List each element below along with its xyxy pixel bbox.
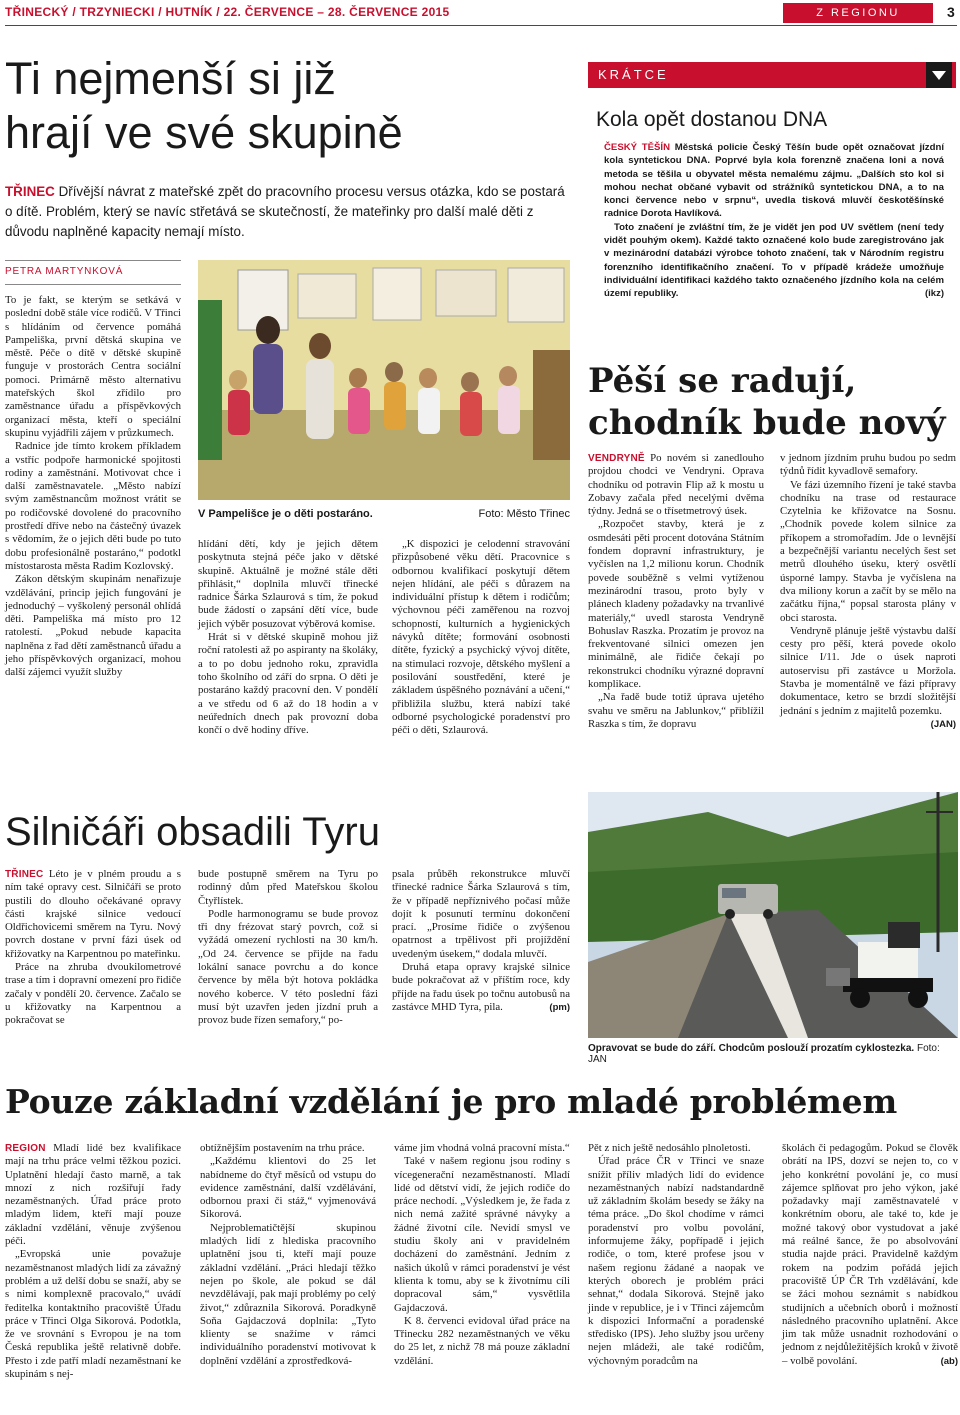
article3-col3-para: psala průběh rekonstrukce mluvčí třinecké radnice Šárka Szlaurová s tím, že v případě nepříznivého počasí může dojít k posunutí termínu dokončení prací. „Prosíme řidiče o zvýšenou opatrnost a trpělivost při projíždění uvedeným úsekem,“ dodala mluvčí. [392,868,570,960]
article3-column-3 [392,868,570,1014]
kratce-bar [588,62,956,88]
article4-col2-para: „Každému klientovi do 25 let nabídneme do čtyř měsíců od vstupu do evidence zaměstnání, další vzdělávání, odbornou praxi či stáž,“ vyjmenovává Sikorová. [200,1155,376,1221]
article3-col1-para [5,868,181,961]
article4-column-2 [200,1142,376,1368]
article1-col1-para: Zákon dětským skupinám nenařizuje vzdělávání, princip jejich fungování je jednoduchý – vyškolený personál ohlídá děti. Pampeliška má místo pro 12 ratolestí. „Pokud nebude kapacita naplněna z řad dětí zaměstnanců úřadu a jeho příspěvkových organizací, mohou další zájemci využít služby [5,573,181,679]
author-rule-top [5,260,181,261]
article4-sign: (ab) [940,1355,958,1367]
article4-col3-para: K 8. červenci evidoval úřad práce na Třinecku 282 nezaměstnaných ve věku do 25 let, z nichž 78 má pouze základní vzdělání. [394,1314,570,1367]
section-label: Z REGIONU [816,7,900,19]
children-photo-caption [198,508,570,520]
article1-title-line2: hrají ve své skupině [5,107,403,158]
article3-col2-para: Podle harmonogramu se bude provoz tři dny frézovat starý povrch, což si vyžádá omezení rychlosti na 30 km/h. „Od 24. července se přijde na řadu lokální sanace povrchu a do konce července by měla být hotova pokládka nového koberce. V této poslední fázi musí být uzavřen jeden jízdní pruh a provoz bude řízen semafory,“ po- [198,907,378,1027]
article4-col5-text: školách či pedagogům. Pokud se člověk obrátí na IPS, dozví se nejen to, co v jeho konkrétní povolání je, co musí zájemce splňovat pro jeho výkon, jaké požadavky mají zaměstnavatelé v konkrétním oboru, ale také to, kde je možné takový obor vystudovat a jaké má reálné šance, že po absolvování studia najde práci. Pravidelně každým rokem na podzim pořádá jejich pracoviště ÚP ČR Trh vzdělávání, kde se žáci mohou seznámit s nabídkou studijních a učebních oborů i možností následného pracovního uplatnění. Akce jim tak může usnadnit rozhodování o jednom z nejdůležitějších kroků v životě – volbě povolání. [782,1142,958,1367]
kratce-para-1 [604,141,944,221]
article4-col4-para: Úřad práce ČR v Třinci ve snaze snížit příliv mladých lidí do evidence nezaměstnaných nabízí nadstandardně už základním školám besedy se žáky na téma práce. „Do škol chodíme v rámci poradenství pro volbu povolání, informujeme žáky, popřípadě i jejich rodiče, o tom, které profese jsou v našem regionu žádané a naopak ve kterých oborech je problém práci sehnat,“ dodala Sikorová. Stejně jako jinde v republice, je i v Třinci zájemcům k dispozici Informační a poradenské středisko (IPS). Jeho služby jsou určeny nejen mládeži, ale také rodičům, výchovným poradcům na [588,1155,764,1367]
caption-text: V Pampelišce je o děti postaráno. [198,508,373,520]
article1-col2-para: Hrát si v dětské skupině mohou již roční ratolesti až po aspiranty na školáky, a to po dobu jednoho roku, zpravidla toho školního od září do srpna. O děti je postaráno každý pracovní den. V pondělí a ve středu od 6 až do 18 hodin a v neúředních dnech pak provozní doba končí o dvě hodiny dříve. [198,631,378,737]
article2-col1-para: „Na řadě bude totiž úprava ujetého svahu ve směru na Jablunkov,“ přiblížil Raszka s tím, že dopravu [588,691,764,730]
article3-title: Silničáři obsadili Tyru [5,810,380,854]
road-caption-text: Opravovat se bude do září. Chodcům poslouží prozatím cyklostezka. [588,1043,915,1054]
article3-col3-para [392,961,570,1014]
article4-col2-para: Nejproblematičtější skupinou mladých lidí z hlediska pracovního uplatnění jsou ti, kteří mají pouze základní vzdělání. „Práci hledají těžko nejen po škole, ale pokud se dál nevzdělávají, pak mají problémy po celý život,“ zdůraznila Sikorová. Poradkyně Soňa Gajdaczová doplnila: „Tyto klienty se snažíme v rámci individuálního poradenství motivovat k doplnění vzdělání a zprostředková- [200,1221,376,1367]
kratce-tag: ČESKÝ TĚŠÍN [604,142,671,153]
article1-column-2 [198,538,378,737]
article3-column-2 [198,868,378,1028]
road-works-photo [588,792,958,1038]
article1-lead [5,182,570,242]
kratce-label: KRÁTCE [598,67,669,82]
kratce-box [588,62,956,301]
article1-col2-para: hlídání dětí, kdy je jejich dětem poskytnuta stejná péče jako v dětské skupině. Aktuálně je možné stále děti přihlásit,“ doplnila mluvčí třinecké radnice Šárka Szlaurová s tím, že pokud bude žádostí o zapsání dětí více, bude jejich výběr posuzovat výběrová komise. [198,538,378,630]
article1-column-3 [392,538,570,737]
article1-title-line1: Ti nejmenší si již [5,53,336,104]
article4-title: Pouze základní vzdělání je pro mladé problémem [5,1082,897,1121]
article4-col1-text: Mladí lidé bez kvalifikace mají na trhu práce velmi těžkou pozici. Uplatnění hledají často marně, a tak mnozí z nich rozšiřují řady nezaměstnaných. Úřad práce proto mladým lidem, kteří mají pouze základní vzdělání, věnuje zvýšenou péči. [5,1142,181,1248]
children-photo-svg [198,260,570,500]
article2-title-line1: Pěší se radují, [588,361,857,401]
header-rule [5,25,957,26]
article1-column-1 [5,294,181,680]
kratce-sign: (ikz) [925,288,944,300]
article1-lead-tag: TŘINEC [5,184,55,199]
section-badge [783,3,933,23]
article1-col1-para: Radnice jde tímto krokem příkladem a vstříc podpoře harmonické spojitosti rodiny a zaměstnání. Motivovat chce i další zaměstnavatele. „Město nabízí svým zaměstnancům možnost vrátit se po rodičovské dovolené do pracovního prostředí dříve nebo na částečný úvazek s vědomím, že o jejich děti bude po tuto dobu profesionálně postaráno,“ podotkl místostarosta města Radim Kozlovský. [5,440,181,572]
page-header [5,3,957,23]
road-photo-caption [588,1043,960,1065]
header-edition-line: TŘINECKÝ / TRZYNIECKI / HUTNÍK / 22. ČERVENCE – 28. ČERVENCE 2015 [5,5,450,19]
page-number: 3 [947,4,955,20]
article2-tag: VENDRYNĚ [588,453,645,464]
article4-col3-para: váme jim vhodná volná pracovní místa.“ [394,1142,570,1154]
article3-sign: (pm) [549,1001,570,1013]
road-photo-svg [588,792,958,1038]
author-rule-bottom [5,284,181,285]
article4-column-4 [588,1142,764,1368]
article3-column-1 [5,868,181,1028]
article3-tag: TŘINEC [5,869,44,880]
article1-title [5,52,565,160]
article3-col2-para: bude postupně směrem na Tyru po rodinný dům před Mateřskou školou Čtyřlístek. [198,868,378,907]
article2-col1-text: Po novém si zanedlouho projdou chodci ve Vendryni. Oprava chodníku od potravin Flip až k mostu u Zobavy začala před necelými dvěma týdny. Jedná se o třísetmetrový úsek. [588,452,764,518]
article2-sign: (JAN) [930,718,956,730]
article4-col1-para [5,1142,181,1248]
article3-col1-para: Práce na zhruba dvoukilometrové trase a tím i dopravní omezení pro řidiče začaly v pondělí 20. července. Začalo se u křižovatky na Karpentnou a pokračovat se [5,961,181,1027]
article4-tag: REGION [5,1143,46,1154]
article4-column-1 [5,1142,181,1381]
article2-title-line2: chodník bude nový [588,403,946,443]
article2-col2-para: v jednom jízdním pruhu budou po sedm týdnů řídit kyvadlově semafory. [780,452,956,478]
article4-column-3 [394,1142,570,1368]
article4-col1-para: „Evropská unie považuje nezaměstnanost mladých lidí za závažný problém a už delší dobu se snaží, aby se s nimi komplexně pracovalo,“ uvádí ředitelka kontaktního pracoviště Úřadu práce v Třinci Olga Sikorová. Podotkla, že ve srovnání s Evropou je na tom Česká republika ještě relativně dobře. Přesto i zde patří mladí nezaměstnaní ke skupinám s nej- [5,1248,181,1381]
article1-lead-text: Dřívější návrat z mateřské zpět do pracovního procesu versus otázka, kdo se postará o dítě. Problém, který se navíc střetává se skutečností, že mateřinky pro další malé děti z důvodu naplněné kapacity nemají místo. [5,184,565,239]
article4-column-5 [782,1142,958,1368]
kratce-text-1: Městská policie Český Těšín bude opět označovat jízdní kola syntetickou DNA. Poprvé byla kola forenzně značena loni a nová metoda se těšila u obyvatel města nemalému zájmu. „Dalších sto kol si mohou nechat občané vybavit od strážníků syntetickou DNA, a to na konci července nebo v srpnu“, uvedla tisková mluvčí českotěšínské radnice Dorota Havlíková. [604,142,944,220]
article4-col2-para: obtížnějším postavením na trhu práce. [200,1142,365,1154]
article4-col4-para: Pět z nich ještě nedosáhlo plnoletosti. [588,1142,751,1154]
kratce-para-2 [604,221,944,301]
article2-col1-para: „Rozpočet stavby, která je z osmdesáti pěti procent dotována Státním fondem dopravní infrastruktury, je vyčíslen na 1,2 milionu korun. Chodník povede souběžně s velmi vytíženou mezinárodní trasou, proto byly v plánech kladeny požadavky na trvanlivé materiály,“ uvedl starosta Vendryně Bohuslav Raszka. Prozatím je provoz na frekventované silnici omezen jen minimálně, ale řidiče čekají po rekonstrukci chodníku výrazné dopravní komplikace. [588,518,764,691]
article2-col1-para [588,452,764,518]
article3-col3-text: Druhá etapa opravy krajské silnice bude pokračovat až v příštím roce, kdy příjde na řadu úsek po točnu autobusů na zastávce MHD Tyra, pila. [392,961,570,1013]
photo-credit: Foto: Město Třinec [478,508,570,520]
article4-col3-para: Také v našem regionu jsou rodiny s vícegenerační nezaměstnaností. Mladí lidé od dětství vidí, že jejich rodiče do práce nechodí. „Výsledkem je, že řada z nich nemá zažité správné návyky a žádné životní cíle. Nevidí smysl ve studiu školy ani v pravidelném docházení do zaměstnání. Jedním z našich úkolů v rámci poradenství je vést klienta k tomu, aby se k životnímu cíli dopracoval sám,“ vysvětlila Gajdaczová. [394,1155,570,1314]
kratce-body [588,141,956,301]
article2-column-2 [780,452,956,731]
children-group-photo [198,260,570,500]
kratce-triangle-icon [926,62,952,88]
article2-col2-para: Ve fázi územního řízení je také stavba chodníku na trase od restaurace Czytelnia ke křižovatce na Sosnu. „Chodník povede kolem silnice za příkopem a stromořadím. Jde o levnější a bezpečnější variantu necelých šest set metrů dlouhého úseku, který osvětlí úsporné lampy. Stavba je vyčíslena na dva miliony korun a začít by se mělo na začátku října,“ popsal starosta plány v obci starosta. [780,478,956,624]
article2-col2-text: Vendryně plánuje ještě výstavbu další cesty pro pěší, která povede okolo silnice I/11. Jde o úsek naproti autoservisu při zastávce u Moržola. Stavba je momentálně ve fázi přípravy dokumentace, ketro se brzdí složitější jednání s jedním z majitelů pozemku. [780,624,956,717]
article2-column-1 [588,452,764,731]
article4-col5-para [782,1142,958,1368]
road-photo-credit: Foto: JAN [588,1043,940,1065]
article1-author: PETRA MARTYNKOVÁ [5,266,124,277]
article2-title [588,360,958,444]
kratce-title: Kola opět dostanou DNA [596,108,828,131]
kratce-text-2: Toto značení je zvláštní tím, že je vidět jen pod UV světlem (není tedy vidět pouhým okem). Každé takto označené kolo bude zaregistrováno jak v mezinárodní databázi výrobce tohoto značení, tak v Národním registru forenzního identifikačního značení. To v případě krádeže umožňuje individuální identifikaci každého takto označeného jízdního kola na celém území republiky. [604,221,944,300]
article2-col2-para [780,624,956,730]
article1-col3-para: „K dispozici je celodenní stravování přizpůsobené věku dětí. Pracovnice s odbornou kvalifikací poskytují dětem nejen hlídání, ale péči s důrazem na individuální přístup k dětem i rodičům; výchovnou péči zaměřenou na rozvoj schopností, kulturních a hygienických návyků dítěte; formování osobnosti dítěte, fyzický a psychický vývoj dítěte, na stimulaci rozvoje, dětského myšlení a posilování soustředění, které je základem úspěšného poznávání a učení,“ přibližila službu, která nabízí také odborné psychologické poradenství pro péči o děti, Szlaurová. [392,538,570,737]
article1-col1-para: To je fakt, se kterým se setkává v poslední době stále více rodičů. V Třinci s hlídáním od července pomáhá Pampeliška, první dětská skupina ve městě. Péče o dítě v dětské skupině funguje v prostorách Centra sociální pomoci. Primárně město alternativu mateřských škol zřídilo pro zaměstnance úřadu a příspěvkových organizací města, kteří o speciální skupinu vyjádřili zájem v průzkumech. [5,294,181,439]
article3-col1-text: Léto je v plném proudu a s ním také opravy cest. Silničáři se proto pustili do dlouho očekávané opravy části krajské silnice vedoucí Oldřichovicemi směrem na Tyru. Nový povrch dostane v první fázi úsek od křižovatky na Karpentnou po mateřinku. [5,868,181,960]
